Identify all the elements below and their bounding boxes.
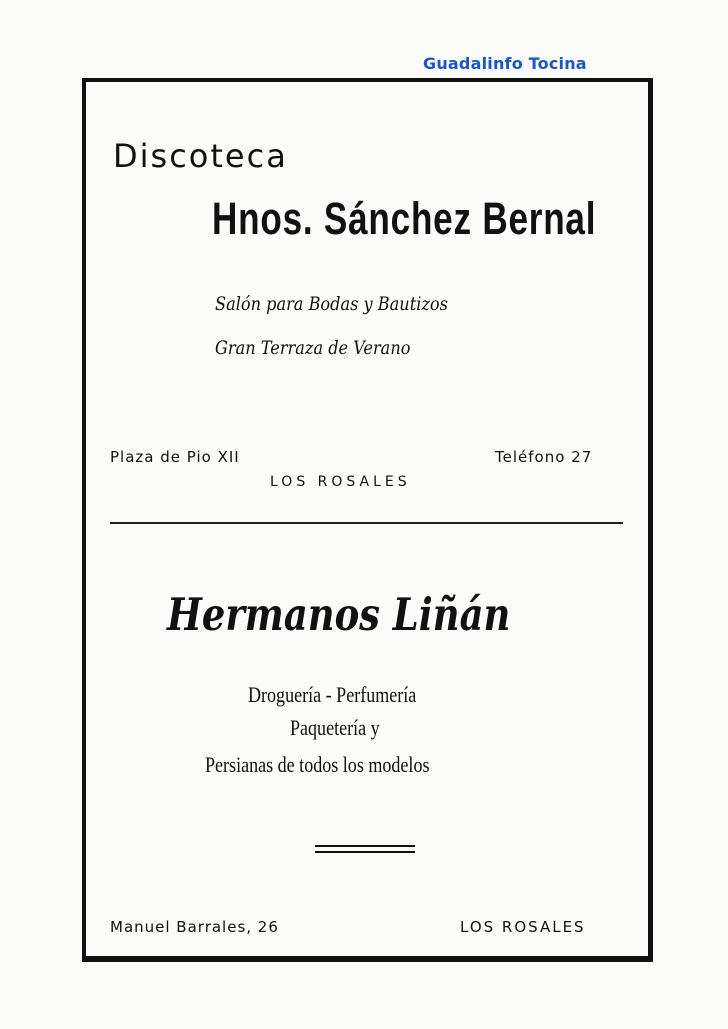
ad1-phone: Teléfono 27 <box>495 448 593 466</box>
ad1-business-name: Hnos. Sánchez Bernal <box>212 193 597 244</box>
double-rule-top <box>315 845 415 847</box>
ad1-line1: Salón para Bodas y Bautizos <box>215 293 448 315</box>
ad2-address: Manuel Barrales, 26 <box>110 918 279 936</box>
ad2-town: LOS ROSALES <box>460 918 586 936</box>
ad2-business-name: Hermanos Liñán <box>167 588 511 641</box>
ad1-line2: Gran Terraza de Verano <box>215 337 411 359</box>
ad2-line3: Persianas de todos los modelos <box>205 752 430 777</box>
watermark: Guadalinfo Tocina <box>423 54 587 73</box>
ad1-category: Discoteca <box>113 137 288 175</box>
ad1-town: LOS ROSALES <box>270 474 411 490</box>
double-rule-bottom <box>315 851 415 853</box>
ad1-address: Plaza de Pio XII <box>110 448 240 466</box>
ad2-line1: Droguería - Perfumería <box>248 682 417 707</box>
ad2-line2: Paquetería y <box>290 715 380 740</box>
section-divider <box>110 522 623 524</box>
